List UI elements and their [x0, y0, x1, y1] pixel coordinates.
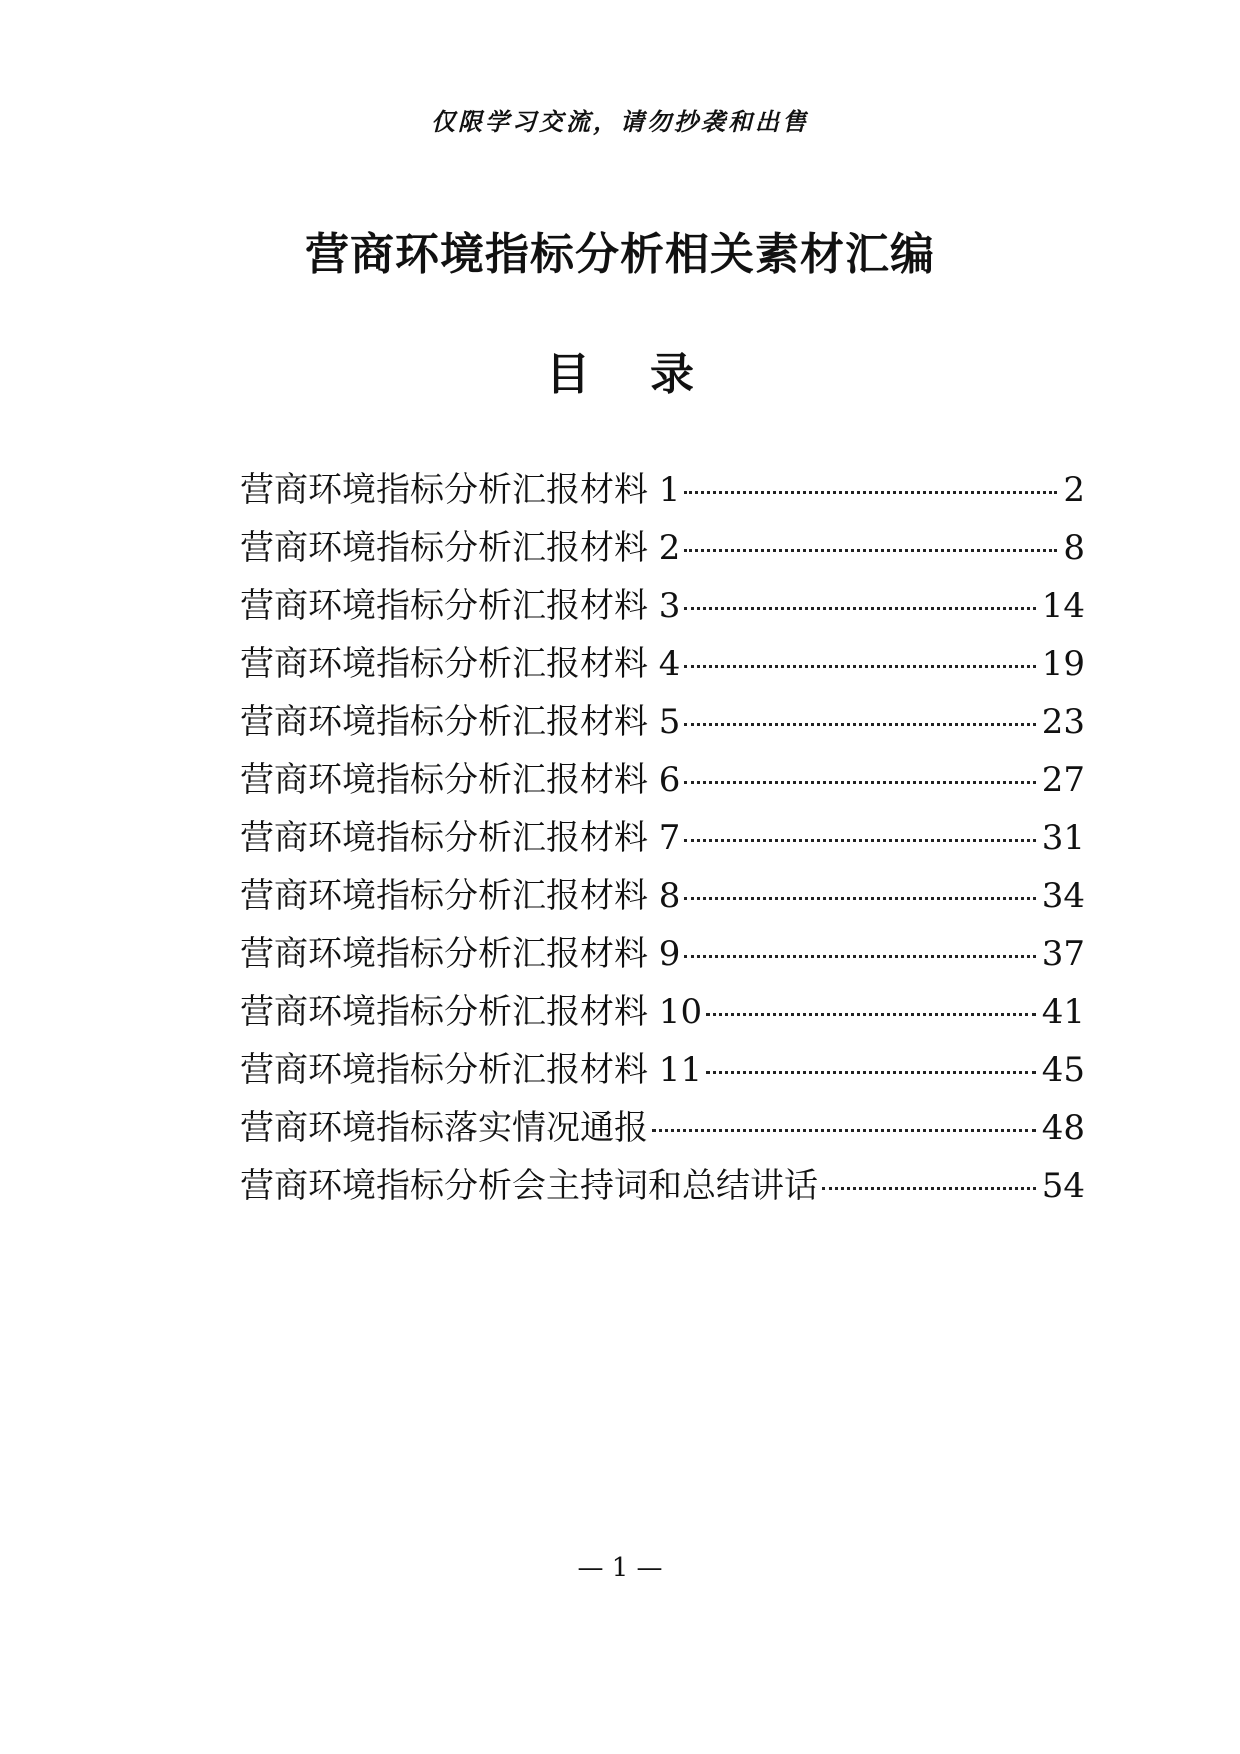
toc-dot-leader — [822, 1187, 1036, 1190]
toc-entry[interactable] — [240, 810, 1085, 868]
toc-entry-page: 45 — [1041, 1050, 1085, 1090]
toc-entry-page: 31 — [1041, 818, 1085, 858]
toc-entry[interactable] — [240, 520, 1085, 578]
toc-entry-label: 营商环境指标分析汇报材料 5 — [240, 702, 681, 742]
toc-entry-page: 27 — [1041, 760, 1085, 800]
document-title: 营商环境指标分析相关素材汇编 — [305, 229, 935, 280]
toc-entry-label: 营商环境指标落实情况通报 — [240, 1108, 648, 1148]
toc-entry-label: 营商环境指标分析会主持词和总结讲话 — [240, 1166, 818, 1206]
toc-entry-page: 48 — [1041, 1108, 1085, 1148]
toc-dot-leader — [684, 897, 1035, 900]
toc-entry-page: 14 — [1041, 586, 1085, 626]
toc-entry-page: 37 — [1041, 934, 1085, 974]
toc-entry-page: 34 — [1041, 876, 1085, 916]
toc-dot-leader — [684, 955, 1035, 958]
toc-dot-leader — [706, 1013, 1036, 1016]
table-of-contents — [240, 462, 1085, 1216]
toc-entry-label: 营商环境指标分析汇报材料 2 — [240, 528, 681, 568]
toc-entry-label: 营商环境指标分析汇报材料 6 — [240, 760, 681, 800]
toc-dot-leader — [684, 491, 1057, 494]
page-number: — 1 — — [577, 1553, 663, 1583]
toc-entry[interactable] — [240, 636, 1085, 694]
toc-entry-page: 54 — [1041, 1166, 1085, 1206]
toc-heading-char-2: 录 — [650, 349, 694, 400]
toc-entry[interactable] — [240, 578, 1085, 636]
toc-entry-label: 营商环境指标分析汇报材料 1 — [240, 470, 681, 510]
toc-entry[interactable] — [240, 752, 1085, 810]
toc-heading-char-1: 目 — [546, 349, 590, 400]
toc-entry-label: 营商环境指标分析汇报材料 10 — [240, 992, 703, 1032]
header-note: 仅限学习交流，请勿抄袭和出售 — [431, 107, 809, 136]
toc-entry-label: 营商环境指标分析汇报材料 8 — [240, 876, 681, 916]
toc-dot-leader — [652, 1129, 1036, 1132]
toc-entry-label: 营商环境指标分析汇报材料 7 — [240, 818, 681, 858]
toc-entry-label: 营商环境指标分析汇报材料 4 — [240, 644, 681, 684]
toc-entry-page: 41 — [1041, 992, 1085, 1032]
toc-dot-leader — [706, 1071, 1036, 1074]
toc-entry-page: 8 — [1063, 528, 1085, 568]
toc-dot-leader — [684, 723, 1035, 726]
toc-entry[interactable] — [240, 984, 1085, 1042]
toc-entry-label: 营商环境指标分析汇报材料 11 — [240, 1050, 703, 1090]
toc-dot-leader — [684, 781, 1035, 784]
toc-dot-leader — [684, 549, 1057, 552]
toc-entry[interactable] — [240, 462, 1085, 520]
toc-entry-label: 营商环境指标分析汇报材料 9 — [240, 934, 681, 974]
toc-entry-page: 2 — [1063, 470, 1085, 510]
toc-dot-leader — [684, 665, 1035, 668]
toc-entry[interactable] — [240, 1100, 1085, 1158]
toc-entry[interactable] — [240, 1042, 1085, 1100]
toc-heading — [0, 338, 1240, 402]
toc-dot-leader — [684, 839, 1035, 842]
toc-entry[interactable] — [240, 926, 1085, 984]
toc-entry[interactable] — [240, 1158, 1085, 1216]
toc-entry[interactable] — [240, 868, 1085, 926]
toc-entry-page: 23 — [1041, 702, 1085, 742]
toc-entry-label: 营商环境指标分析汇报材料 3 — [240, 586, 681, 626]
toc-dot-leader — [684, 607, 1035, 610]
toc-entry[interactable] — [240, 694, 1085, 752]
toc-entry-page: 19 — [1041, 644, 1085, 684]
